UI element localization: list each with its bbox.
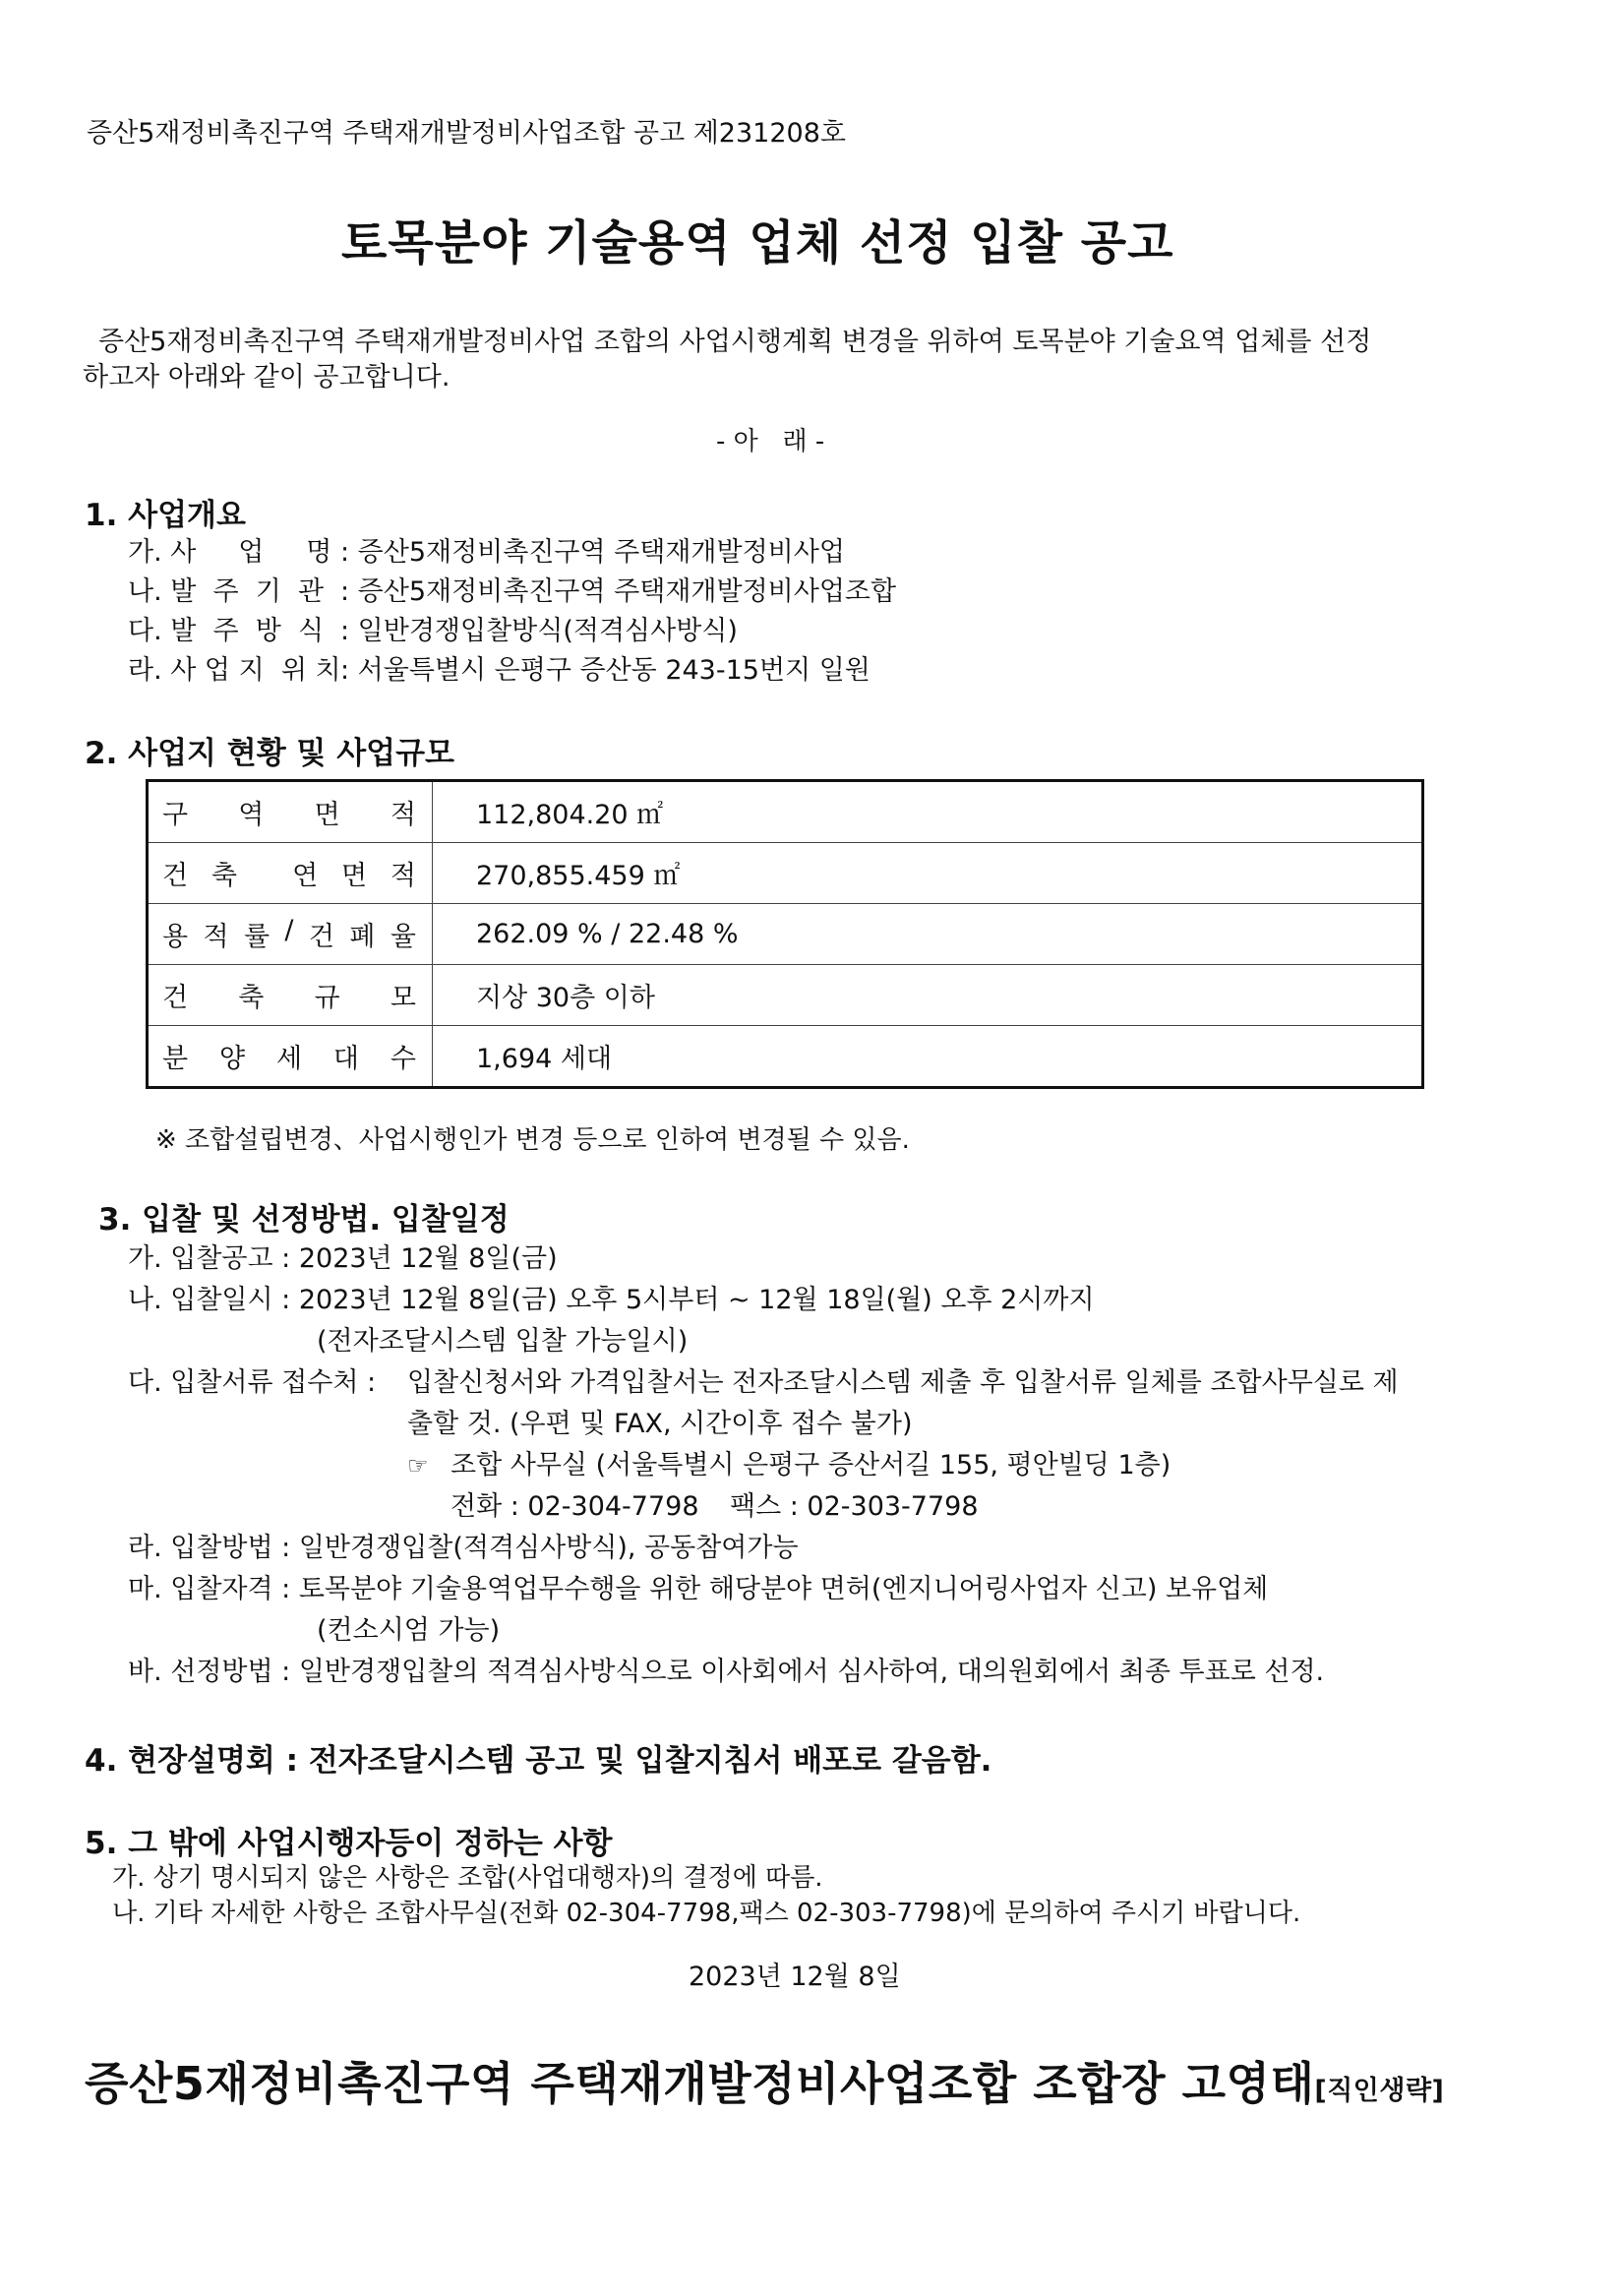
row-value: 112,804.20 ㎡: [433, 781, 1423, 843]
project-scale-table: [146, 779, 1424, 1089]
submission-label: 다. 입찰서류 접수처 :: [128, 1367, 377, 1398]
row-label-ratio: 용 적 률 / 건 폐 율: [148, 904, 433, 965]
row-value: 1,694 세대: [433, 1026, 1423, 1088]
notice-date: 2023년 12월 8일: [689, 1962, 901, 1992]
row-label-units: 분 양 세 대 수: [148, 1026, 433, 1088]
bid-notice-date: 가. 입찰공고 : 2023년 12월 8일(금): [128, 1243, 558, 1274]
other-item-b: 나. 기타 자세한 사항은 조합사무실(전화 02-304-7798,팩스 02-303-7798)에 문의하여 주시기 바랍니다.: [112, 1899, 1301, 1928]
signature-text: 증산5재정비촉진구역 주택재개발정비사업조합 조합장 고영태: [85, 2057, 1315, 2110]
section1-item-label: 다. 발 주 방 식: [128, 616, 325, 646]
notice-number: 증산5재정비촉진구역 주택재개발정비사업조합 공고 제231208호: [87, 118, 846, 149]
row-label-floor-area: 건 축 연 면 적: [148, 843, 433, 904]
section1-item-value: : 일반경쟁입찰방식(적격심사방식): [340, 616, 738, 646]
bid-method: 라. 입찰방법 : 일반경쟁입찰(적격심사방식), 공동참여가능: [128, 1533, 799, 1563]
office-fax: 팩스 : 02-303-7798: [730, 1491, 979, 1522]
section2-heading: 2. 사업지 현황 및 사업규모: [85, 736, 454, 771]
table-row: [148, 1026, 1423, 1088]
pointing-hand-icon: ☞: [407, 1452, 429, 1480]
table-row: [148, 843, 1423, 904]
section1-item-value: : 증산5재정비촉진구역 주택재개발정비사업조합: [340, 576, 897, 607]
section1-item-label: 가. 사 업 명: [128, 537, 332, 568]
intro-line-1: 증산5재정비촉진구역 주택재개발정비사업 조합의 사업시행계획 변경을 위하여 토목분야 기술요역 업체를 선정: [98, 327, 1372, 357]
intro-line-2: 하고자 아래와 같이 공고합니다.: [83, 362, 450, 393]
bid-period-note: (전자조달시스템 입찰 가능일시): [317, 1326, 689, 1357]
submission-line-1: 입찰신청서와 가격입찰서는 전자조달시스템 제출 후 입찰서류 일체를 조합사무실로 제: [407, 1367, 1399, 1398]
section1-item-value: : 서울특별시 은평구 증산동 243-15번지 일원: [340, 655, 871, 686]
section2-note: ※ 조합설립변경、사업시행인가 변경 등으로 인하여 변경될 수 있음.: [155, 1125, 910, 1155]
row-label-scale: 건 축 규 모: [148, 965, 433, 1026]
row-value: 262.09 % / 22.48 %: [433, 904, 1423, 965]
section1-item-value: : 증산5재정비촉진구역 주택재개발정비사업: [340, 537, 845, 568]
section4-heading: 4. 현장설명회 : 전자조달시스템 공고 및 입찰지침서 배포로 갈음함.: [85, 1743, 992, 1779]
submission-line-2: 출할 것. (우편 및 FAX, 시간이후 접수 불가): [407, 1409, 913, 1439]
section1-heading: 1. 사업개요: [85, 498, 246, 533]
row-label-area: 구 역 면 적: [148, 781, 433, 843]
section1-item-label: 라. 사 업 지 위 치: [128, 655, 341, 686]
section5-heading: 5. 그 밖에 사업시행자등이 정하는 사항: [85, 1826, 613, 1861]
office-address: 조합 사무실 (서울특별시 은평구 증산서길 155, 평안빌딩 1층): [450, 1450, 1171, 1480]
below-marker: - 아 래 -: [716, 427, 825, 456]
row-value: 270,855.459 ㎡: [433, 843, 1423, 904]
table-row: [148, 781, 1423, 843]
section1-item-label: 나. 발 주 기 관: [128, 576, 325, 607]
bid-qualification-1: 마. 입찰자격 : 토목분야 기술용역업무수행을 위한 해당분야 면허(엔지니어링사업자 신고) 보유업체: [128, 1574, 1269, 1604]
selection-method: 바. 선정방법 : 일반경쟁입찰의 적격심사방식으로 이사회에서 심사하여, 대의원회에서 최종 투표로 선정.: [128, 1657, 1325, 1687]
page-title: 토목분야 기술용역 업체 선정 입찰 공고: [341, 215, 1174, 271]
bid-period: 나. 입찰일시 : 2023년 12월 8일(금) 오후 5시부터 ~ 12월 18일(월) 오후 2시까지: [128, 1285, 1095, 1315]
section3-heading: 3. 입찰 및 선정방법. 입찰일정: [98, 1202, 510, 1238]
seal-omitted-note: [직인생략]: [1314, 2076, 1445, 2106]
other-item-a: 가. 상기 명시되지 않은 사항은 조합(사업대행자)의 결정에 따름.: [112, 1863, 823, 1893]
row-value: 지상 30층 이하: [433, 965, 1423, 1026]
office-phone: 전화 : 02-304-7798: [450, 1491, 699, 1522]
table-row: [148, 965, 1423, 1026]
table-row: [148, 904, 1423, 965]
bid-qualification-2: (컨소시엄 가능): [317, 1615, 501, 1646]
signature-line: [85, 2048, 1444, 2113]
